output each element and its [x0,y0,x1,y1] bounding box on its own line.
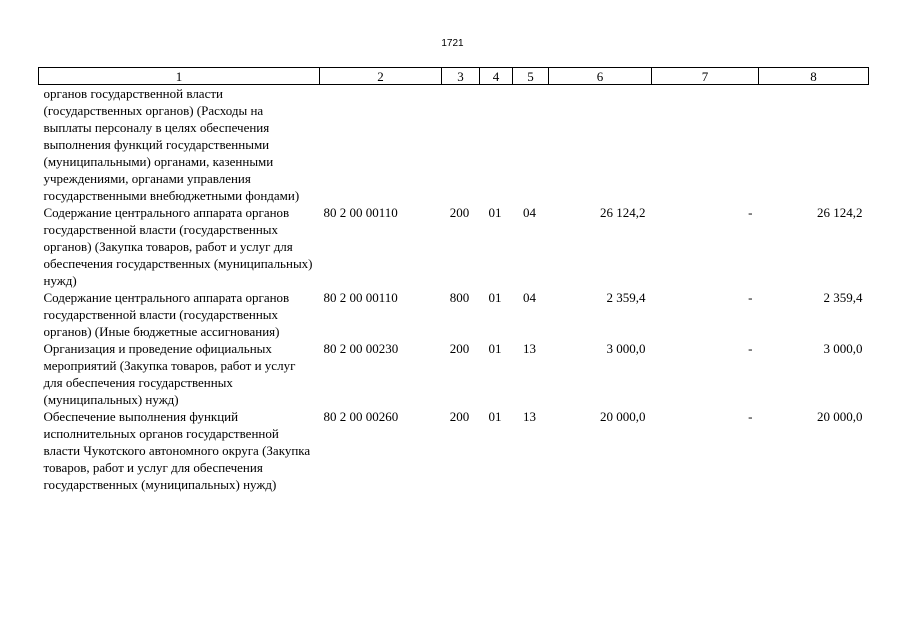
column-header-4: 4 [480,68,513,85]
expense-type-code: 800 [449,290,470,305]
page-number: 1721 [441,38,464,49]
expense-type-code: 200 [449,409,470,424]
subsection-code: 04 [523,290,536,305]
amount-col8: 2 359,4 [823,290,863,305]
target-article-code [320,85,442,205]
expense-name: Организация и проведение официальных мероприятий (Закупка товаров, работ и услуг для обеспечения государственных (муниципальных) нужд) [43,341,296,407]
subsection-code: 13 [523,409,536,424]
section-code: 01 [488,205,502,220]
column-header-8: 8 [759,68,869,85]
subsection-code [513,85,549,205]
expense-type-code: 200 [449,205,470,220]
expense-name: Содержание центрального аппарата органов государственной власти (государственных органов) (Иные бюджетные ассигнования) [43,290,290,339]
column-header-2: 2 [320,68,442,85]
amount-col8: 20 000,0 [817,409,863,424]
subsection-code: 13 [523,341,536,356]
target-article-code: 80 2 00 00260 [323,409,399,424]
amount-col6: 2 359,4 [606,290,646,305]
table-row [39,85,869,205]
expense-name: Содержание центрального аппарата органов государственной власти (государственных органов) (Закупка товаров, работ и услуг для обеспечения государственных (муниципальных) нужд) [43,205,313,288]
amount-col6 [549,85,652,205]
amount-col7: - [748,205,753,220]
amount-col8: 26 124,2 [817,205,863,220]
column-header-1: 1 [39,68,320,85]
amount-col6: 20 000,0 [600,409,646,424]
section-code: 01 [488,290,502,305]
target-article-code: 80 2 00 00110 [323,205,398,220]
amount-col6: 3 000,0 [606,341,646,356]
expense-name: органов государственной власти (государственных органов) (Расходы на выплаты персоналу в целях обеспечения выполнения функций государственными (муниципальными) органами, казенными учреждениями, органами управления государственными внебюджетными фондами) [43,86,300,203]
column-header-7: 7 [652,68,759,85]
expense-name: Обеспечение выполнения функций исполнительных органов государственной власти Чукотского автономного округа (Закупка товаров, работ и услуг для обеспечения государственных (муниципальных) нужд) [43,409,311,492]
column-header-5: 5 [513,68,549,85]
column-number-row [39,68,869,85]
section-code [480,85,513,205]
subsection-code: 04 [523,205,536,220]
expense-type-code [442,85,480,205]
expense-type-code: 200 [449,341,470,356]
column-header-3: 3 [442,68,480,85]
amount-col8 [759,85,869,205]
target-article-code: 80 2 00 00230 [323,341,399,356]
section-code: 01 [488,409,502,424]
amount-col6: 26 124,2 [600,205,646,220]
table-row [39,408,869,493]
table-row [39,204,869,289]
amount-col7: - [748,341,753,356]
column-header-6: 6 [549,68,652,85]
amount-col7 [652,85,759,205]
amount-col7: - [748,409,753,424]
amount-col7: - [748,290,753,305]
target-article-code: 80 2 00 00110 [323,290,398,305]
section-code: 01 [488,341,502,356]
amount-col8: 3 000,0 [823,341,863,356]
table-row [39,289,869,340]
table-row [39,340,869,408]
budget-table [38,67,869,493]
